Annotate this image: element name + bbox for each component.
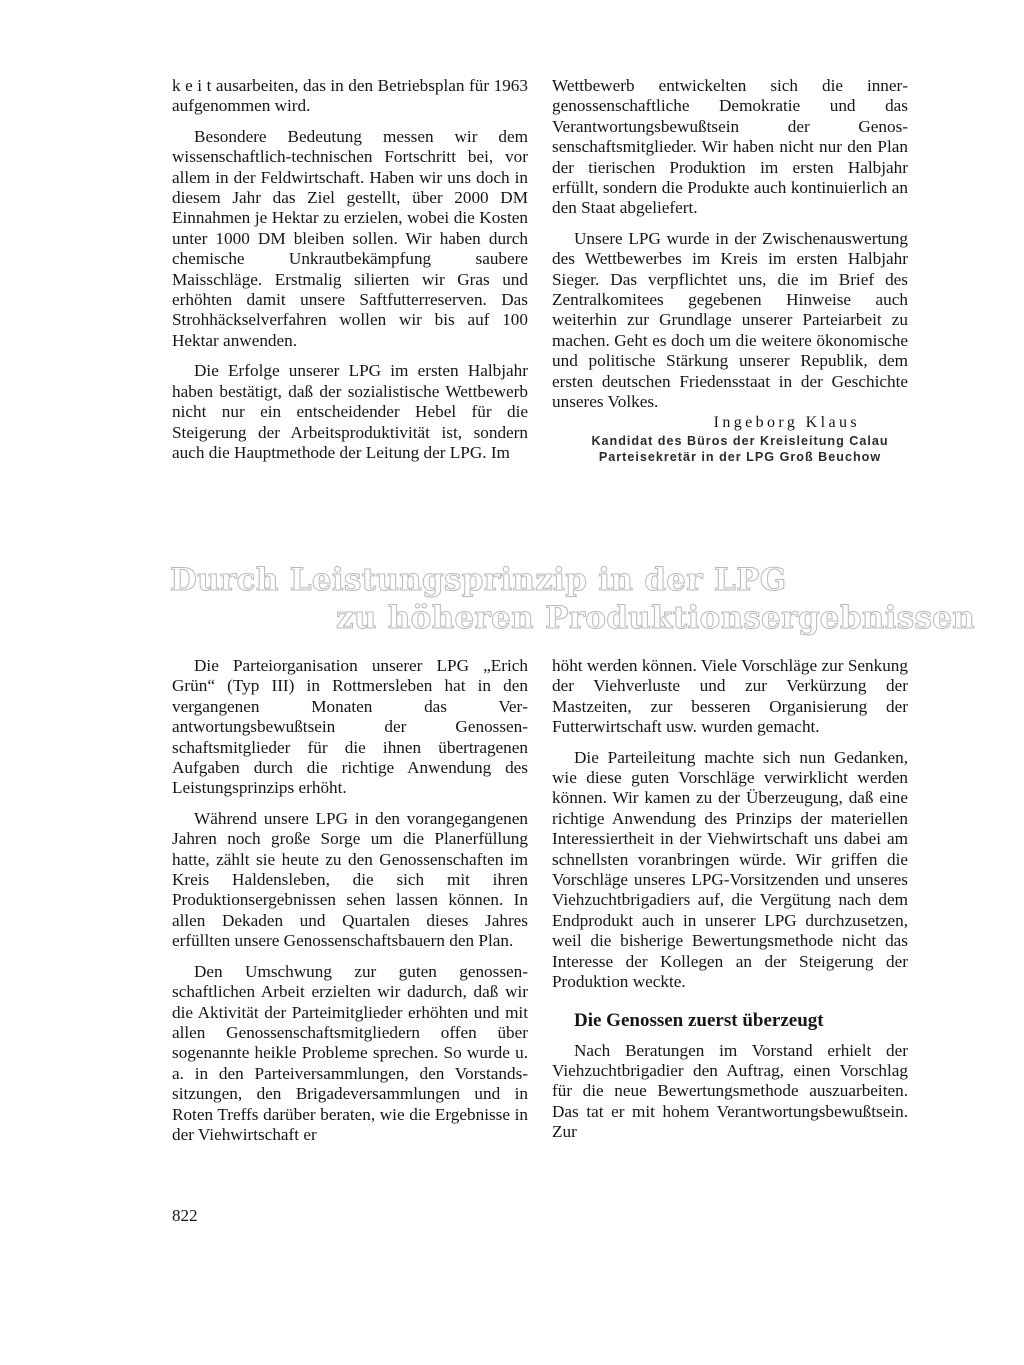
- paragraph: höht werden können. Viele Vorschläge zur Senkung der Viehverluste und zur Verkürzung der Mastzeiten, zur besseren Organisierung der Futterwirtschaft usw. wurden gemacht.: [552, 656, 908, 737]
- article-headline-line-1: Durch Leistungsprinzip in der LPG: [170, 562, 787, 598]
- section-subheading: Die Genossen zuerst überzeugt: [574, 1009, 824, 1031]
- paragraph: Die Erfolge unserer LPG im ersten Halbjahr haben bestätigt, daß der sozialistische Wettbewerb nicht nur ein entscheidender Hebel für die Steigerung der Arbeitsproduktivität ist, sondern auch die Hauptmethode der Leitung der LPG. Im: [172, 361, 528, 462]
- article-headline-line-2: zu höheren Produktionsergebnissen: [336, 600, 976, 636]
- paragraph: Die Parteileitung machte sich nun Gedanken, wie diese guten Vorschläge verwirklicht werden können. Wir kamen zu der Überzeugung, daß eine richtige Anwendung des Prinzips der materiellen Interessiertheit in der Viehwirtschaft uns dabei am schnellsten voranbringen würde. Wir griffen die Vorschläge unseres LPG-Vorsitzenden und unseres Viehzuchtbrigadiers auf, die Vergütung nach dem Endprodukt auch in unserer LPG durchzusetzen, weil die bisherige Bewertungsmethode nicht das Interesse der Kollegen an der Steigerung der Produktion weckte.: [552, 747, 908, 992]
- paragraph: Während unsere LPG in den vorangegangenen Jahren noch große Sorge um die Planerfüllung hatte, zählt sie heute zu den Genossenschaften im Kreis Haldensleben, die sich mit ihren Produktionsergebnissen sehen lassen können. In allen Dekaden und Quartalen dieses Jahres erfüllten unsere Genossenschaftsbauern den Plan.: [172, 808, 528, 951]
- paragraph: Unsere LPG wurde in der Zwischenauswertung des Wettbewerbes im Kreis im ersten Halbjahr Sieger. Das verpflichtet uns, die im Brief des Zentralkomitees gegebenen Hinweise auch weiterhin zur Grundlage unserer Parteiarbeit zu machen. Geht es doch um die weitere ökonomische und politische Stärkung unserer Republik, dem ersten deutschen Friedensstaat in der Geschichte unseres Volkes.: [552, 228, 908, 412]
- column-top-left: [172, 76, 528, 463]
- author-name: Ingeborg Klaus: [713, 413, 860, 431]
- paragraph: Den Umschwung zur guten genossenschaftlichen Arbeit erzielten wir dadurch, daß wir die Aktivität der Parteimitglieder erhöhten und mit allen Genossenschaftsmitgliedern offen über sogenannte heikle Probleme sprechen. So wurde u. a. in den Parteiversammlungen, den Vorstandssitzungen, den Brigadeversammlungen und in Roten Treffs darüber beraten, wie die Ergebnisse in der Viehwirtschaft er: [172, 961, 528, 1144]
- author-title: Kandidat des Büros der Kreisleitung Calau: [591, 433, 889, 448]
- paragraph: Nach Beratungen im Vorstand erhielt der Viehzuchtbrigadier den Auftrag, einen Vorschlag für die neue Bewertungsmethode auszuarbeiten. Das tat er mit hohem Verantwortungsbewußtsein. Zur: [552, 1040, 908, 1142]
- column-bottom-left: [172, 656, 528, 1145]
- paragraph: k e i t ausarbeiten, das in den Betriebsplan für 1963 aufgenommen wird.: [172, 76, 528, 116]
- paragraph: Besondere Bedeutung messen wir dem wissenschaftlich-technischen Fortschritt bei, vor allem in der Feldwirtschaft. Haben wir uns doch in diesem Jahr das Ziel gestellt, über 2000 DM Einnahmen je Hektar zu erzielen, wobei die Kosten unter 1000 DM bleiben sollen. Wir haben durch chemische Unkrautbekämpfung saubere Maisschläge. Erstmalig silierten wir Gras und erhöhten damit unsere Saftfutterreserven. Das Strohhäckselverfahren wollen wir bis auf 100 Hektar anwenden.: [172, 126, 528, 350]
- page-number: 822: [172, 1206, 198, 1225]
- column-top-right: [552, 76, 908, 465]
- paragraph: Wettbewerb entwickelten sich die innergenossenschaftliche Demokratie und das Verantwortungsbewußtsein der Genossenschaftsmitglieder. Wir haben nicht nur den Plan der tierischen Produktion im ersten Halbjahr erfüllt, sondern die Produkte auch kontinuierlich an den Staat abgeliefert.: [552, 76, 908, 218]
- author-position: Parteisekretär in der LPG Groß Beuchow: [598, 449, 882, 464]
- column-bottom-right: [552, 656, 908, 1143]
- paragraph: Die Parteiorganisation unserer LPG „Erich Grün“ (Typ III) in Rottmersleben hat in den vergangenen Monaten das Verantwortungsbewußtsein der Genossenschaftsmitglieder für die ihnen übertragenen Aufgaben durch die richtige Anwendung des Leistungsprinzips erhöht.: [172, 656, 528, 798]
